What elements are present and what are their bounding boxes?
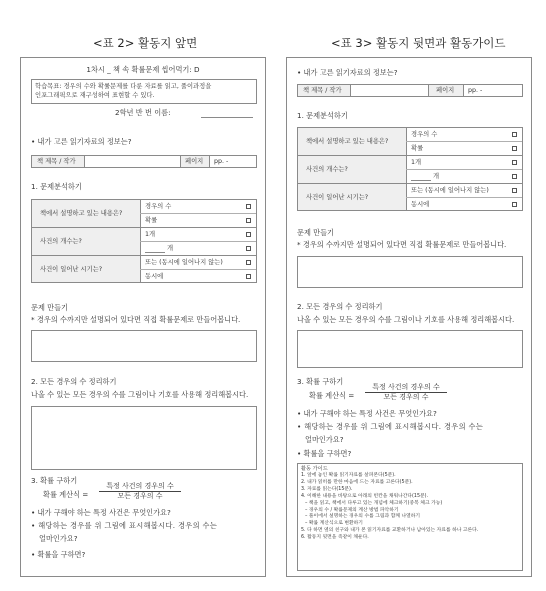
checkbox-q3-and-back[interactable] [512,202,517,207]
page-value-back: pp. - [468,87,483,94]
q2-opt-2-back: 개 [433,173,440,180]
guide-item: 1. 앞에 놓인 확률 읽기자료를 살펴본다(5분). [301,473,396,478]
book-title-label: 책 제목 / 작가 [37,158,76,165]
q3-label-back: 사건이 일어난 시기는? [306,194,369,201]
formula-denominator-back: 모든 경우의 수 [383,393,429,401]
bullet-2: • 해당하는 경우를 위 그림에 표시해봅시다. 경우의 수는 [31,521,218,530]
info-question: • 내가 고른 읽기자료의 정보는? [31,137,132,146]
make-problem-box[interactable] [31,330,257,362]
info-table-back [297,84,523,97]
back-sheet [286,57,532,577]
guide-item: 3. 자료를 읽는다(15분). [301,486,353,492]
guide-subitem: – 책을 읽고, 책에서 다루고 있는 개념에 체크하기(중복 체크 가능) [305,500,443,506]
q2-label-back: 사건의 개수는? [306,166,348,173]
page-label-back: 페이지 [436,87,455,94]
activity-guide-box [297,463,523,571]
left-title: <표 2> 활동지 앞면 [93,36,198,50]
checkbox-q2-many[interactable] [246,246,251,251]
formula-label: 확률 계산식 = [43,490,89,499]
goal-line-2: 인포그래픽으로 재구성하여 표현할 수 있다. [35,92,155,99]
book-title-label-back: 책 제목 / 작가 [303,87,342,94]
section2-heading: 2. 모든 경우의 수 정리하기 [31,377,117,386]
formula-label-back: 확률 계산식 = [309,391,355,400]
analysis-table-back [297,127,523,211]
goal-line-1: 학습목표: 경우의 수와 확률문제를 다룬 자료를 읽고, 풀이과정을 [35,83,212,90]
checkbox-q3-or[interactable] [246,260,251,265]
section2-heading-back: 2. 모든 경우의 수 정리하기 [297,302,383,311]
analysis-table [31,199,257,283]
checkbox-q1-case[interactable] [246,204,251,209]
bullet-2-cont: 얼마인가요? [39,534,78,543]
q3-label: 사건이 일어난 시기는? [40,266,103,273]
checkbox-q1-prob[interactable] [246,218,251,223]
bullet-3-back: • 확률을 구하면? [297,449,352,458]
q3-opt-2-back: 동시에 [411,201,430,208]
bullet-1: • 내가 구해야 하는 특정 사건은 무엇인가요? [31,508,171,517]
guide-subitem: – 경우의 수 / 확률문제의 계산 방법 파악하기 [305,507,399,513]
probability-formula [99,482,181,501]
q1-opt-1-back: 경우의 수 [411,131,438,138]
q3-opt-1: 또는 (동시에 일어나지 않는) [145,259,223,266]
make-problem-title-back: 문제 만들기 [297,228,335,237]
class-line: 2학년 반 번 이름: [115,108,171,117]
right-title: <표 3> 활동지 뒷면과 활동가이드 [331,36,506,50]
q1-label: 책에서 설명하고 있는 내용은? [40,210,123,217]
guide-subitem: – 풀이에서 설명하는 경우의 수를 그림과 함께 나열하기 [305,514,421,520]
formula-numerator: 특정 사건의 경우의 수 [99,482,181,492]
page-value: pp. - [214,158,229,165]
q1-label-back: 책에서 설명하고 있는 내용은? [306,138,389,145]
q1-opt-1: 경우의 수 [145,203,172,210]
guide-item: 2. 내가 읽히를 만한 마음에 드는 자료를 고른다(5분). [301,479,413,485]
info-table [31,155,257,168]
all-cases-box[interactable] [31,406,257,470]
checkbox-q1-prob-back[interactable] [512,146,517,151]
guide-item: 5. 다 하면 옆의 친구와 내가 본 읽기자료를 교환하거나 남아있는 자료를 하나 고른다. [301,528,479,534]
q3-opt-2: 동시에 [145,273,164,280]
bullet-3: • 확률을 구하면? [31,550,86,559]
q1-opt-2-back: 확률 [411,145,424,152]
checkbox-q3-and[interactable] [246,274,251,279]
checkbox-q2-one[interactable] [246,232,251,237]
learning-goal-box [31,79,257,104]
bullet-2-back: • 해당하는 경우를 위 그림에 표시해봅시다. 경우의 수는 [297,422,484,431]
make-problem-desc: * 경우의 수까지만 설명되어 있다면 직접 확률문제로 만들어봅니다. [31,315,241,324]
probability-formula-back [365,383,447,402]
guide-subitem: – 확률 계산식으로 변환하기 [305,521,363,527]
formula-numerator-back: 특정 사건의 경우의 수 [365,383,447,393]
sheet-header: 1차시 _ 책 속 확률문제 씹어먹기: D [86,65,200,74]
checkbox-q2-one-back[interactable] [512,160,517,165]
section2-desc-back: 나올 수 있는 모든 경우의 수를 그림이나 기호를 사용해 정리해봅시다. [297,315,515,324]
bullet-1-back: • 내가 구해야 하는 특정 사건은 무엇인가요? [297,409,437,418]
q2-opt-2: 개 [167,245,174,252]
front-sheet [20,57,266,577]
guide-title: 활동 가이드 [301,466,328,472]
section1-heading-back: 1. 문제분석하기 [297,111,348,120]
checkbox-q2-many-back[interactable] [512,174,517,179]
formula-denominator: 모든 경우의 수 [117,492,163,500]
bullet-2-cont-back: 얼마인가요? [305,435,344,444]
q2-opt-1-back: 1개 [411,159,422,166]
section2-desc: 나올 수 있는 모든 경우의 수를 그림이나 기호를 사용해 정리해봅시다. [31,390,249,399]
guide-item: 4. 이해한 내용을 바탕으로 아래의 빈칸을 채워나간다(15분). [301,493,429,499]
q2-opt-1: 1개 [145,231,156,238]
checkbox-q3-or-back[interactable] [512,188,517,193]
make-problem-desc-back: * 경우의 수까지만 설명되어 있다면 직접 확률문제로 만들어봅니다. [297,240,507,249]
info-question-back: • 내가 고른 읽기자료의 정보는? [297,68,398,77]
section3-heading-back: 3. 확률 구하기 [297,377,344,386]
section3-heading: 3. 확률 구하기 [31,476,78,485]
make-problem-title: 문제 만들기 [31,303,69,312]
guide-item: 6. 활동지 뒷면을 즉같이 채운다. [301,535,369,541]
page-label: 페이지 [185,158,204,165]
name-underline [201,117,253,118]
make-problem-box-back[interactable] [297,256,523,288]
section1-heading: 1. 문제분석하기 [31,182,82,191]
q2-label: 사건의 개수는? [40,238,82,245]
checkbox-q1-case-back[interactable] [512,132,517,137]
guide-list [301,473,478,542]
q3-opt-1-back: 또는 (동시에 일어나지 않는) [411,187,489,194]
q1-opt-2: 확률 [145,217,158,224]
all-cases-box-back[interactable] [297,330,523,368]
